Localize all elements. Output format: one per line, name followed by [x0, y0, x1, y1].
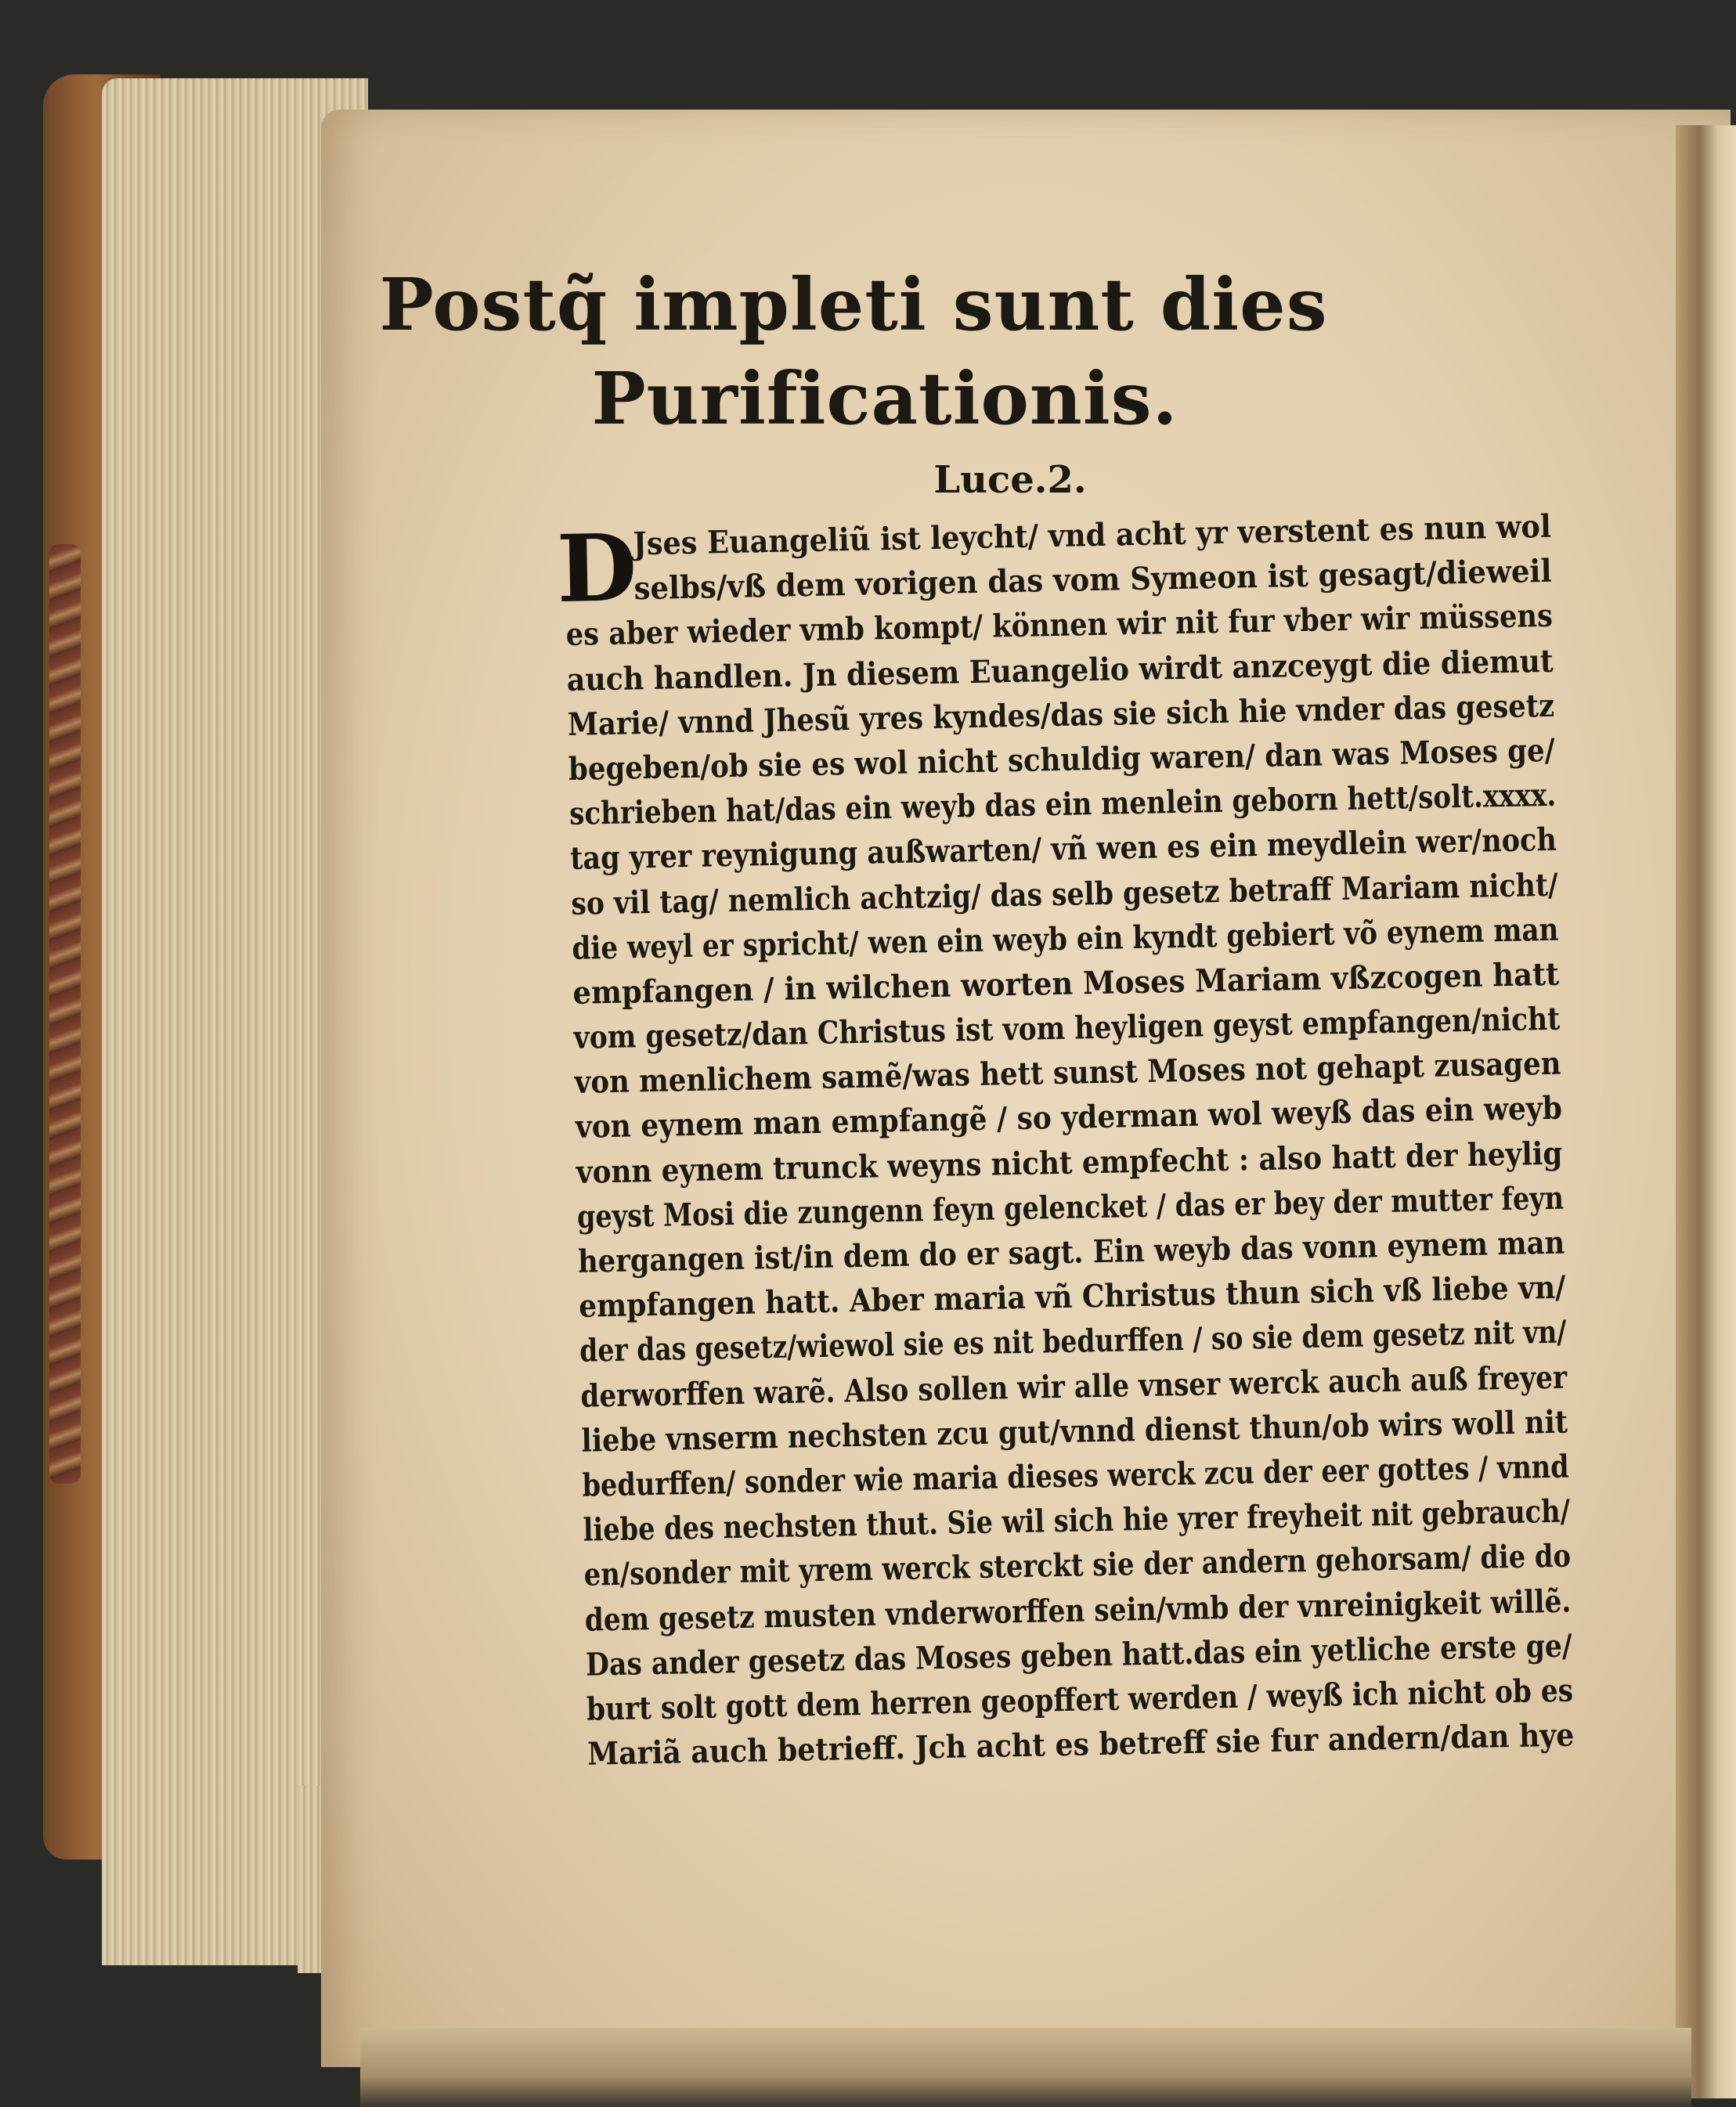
text-line: tag yrer reynigung außwarten/ vñ wen es ein meydlein wer/noch — [569, 821, 1557, 878]
text-line: empfangen hatt. Aber maria vñ Christus thun sich vß liebe vn/ — [578, 1268, 1566, 1325]
text-line: en/sonder mit yrem werck sterckt sie der andern gehorsam/ die do — [583, 1537, 1572, 1594]
text-line: hergangen ist/in dem do er sagt. Ein weyb das vonn eynem man — [577, 1224, 1565, 1280]
page-title-line-2: Purificationis. — [591, 356, 1178, 441]
text-line: begeben/ob sie es wol nicht schuldig waren/ dan was Moses ge/ — [568, 731, 1556, 788]
text-line: liebe vnserm nechsten zcu gut/vnnd dienst thun/ob wirs woll nit — [581, 1403, 1568, 1459]
text-line: dem gesetz musten vnderworffen sein/vmb der vnreinigkeit willẽ. — [584, 1582, 1572, 1639]
text-line: Marie/ vnnd Jhesũ yres kyndes/das sie sich hie vnder das gesetz — [567, 687, 1555, 743]
text-line: derworffen warẽ. Also sollen wir alle vnser werck auch auß freyer — [579, 1358, 1568, 1415]
text-line: Das ander gesetz das Moses geben hatt.das ein yetliche erste ge/ — [585, 1627, 1572, 1683]
page-bottom-shadow — [360, 2028, 1691, 2107]
text-line: selbs/vß dem vorigen das vom Symeon ist gesagt/dieweil — [633, 552, 1552, 608]
text-line: Mariã auch betrieff. Jch acht es betreff sie fur andern/dan hye — [586, 1716, 1575, 1773]
text-line: bedurffen/ sonder wie maria dieses werck zcu der eer gottes / vnnd — [582, 1448, 1570, 1504]
text-line: so vil tag/ nemlich achtzig/ das selb gesetz betraff Mariam nicht/ — [570, 866, 1558, 922]
text-line: auch handlen. Jn diesem Euangelio wirdt anzceygt die diemut — [566, 642, 1554, 698]
text-line: empfangen / in wilchen worten Moses Mariam vßzcogen hatt — [572, 955, 1560, 1012]
text-line: von menlichem samẽ/was hett sunst Moses not gehapt zusagen — [574, 1044, 1561, 1102]
text-line: von eynem man empfangẽ / so yderman wol weyß das ein weyb — [575, 1090, 1563, 1146]
page-title-line-1: Postq̃ impleti sunt dies — [379, 262, 1328, 347]
text-line: geyst Mosi die zungenn feyn gelencket / das er bey der mutter feyn — [576, 1179, 1565, 1236]
text-line: liebe des nechsten thut. Sie wil sich hie yrer freyheit nit gebrauch/ — [583, 1492, 1571, 1549]
page-gutter — [1676, 125, 1736, 2098]
body-text — [555, 504, 1575, 1777]
scripture-reference: Luce.2. — [933, 458, 1087, 502]
drop-cap: D — [555, 513, 638, 624]
text-line: burt solt gott dem herren geopffert werden / weyß ich nicht ob es — [586, 1672, 1574, 1728]
marbled-binding — [49, 544, 81, 1484]
text-line: vom gesetz/dan Christus ist vom heyligen geyst empfangen/nicht — [573, 1000, 1561, 1056]
text-line: Jses Euangeliũ ist leycht/ vnd acht yr verstent es nun wol — [633, 507, 1552, 563]
text-line: es aber wieder vmb kompt/ können wir nit fur vber wir müssens — [565, 597, 1554, 654]
text-line: vonn eynem trunck weyns nicht empfecht : also hatt der heylig — [576, 1135, 1563, 1191]
text-line: die weyl er spricht/ wen ein weyb ein kyndt gebiert võ eynem man — [571, 911, 1559, 967]
text-line: schrieben hat/das ein weyb das ein menlein geborn hett/solt.xxxx. — [568, 776, 1557, 833]
text-line: der das gesetz/wiewol sie es nit bedurffen / so sie dem gesetz nit vn/ — [579, 1313, 1567, 1370]
